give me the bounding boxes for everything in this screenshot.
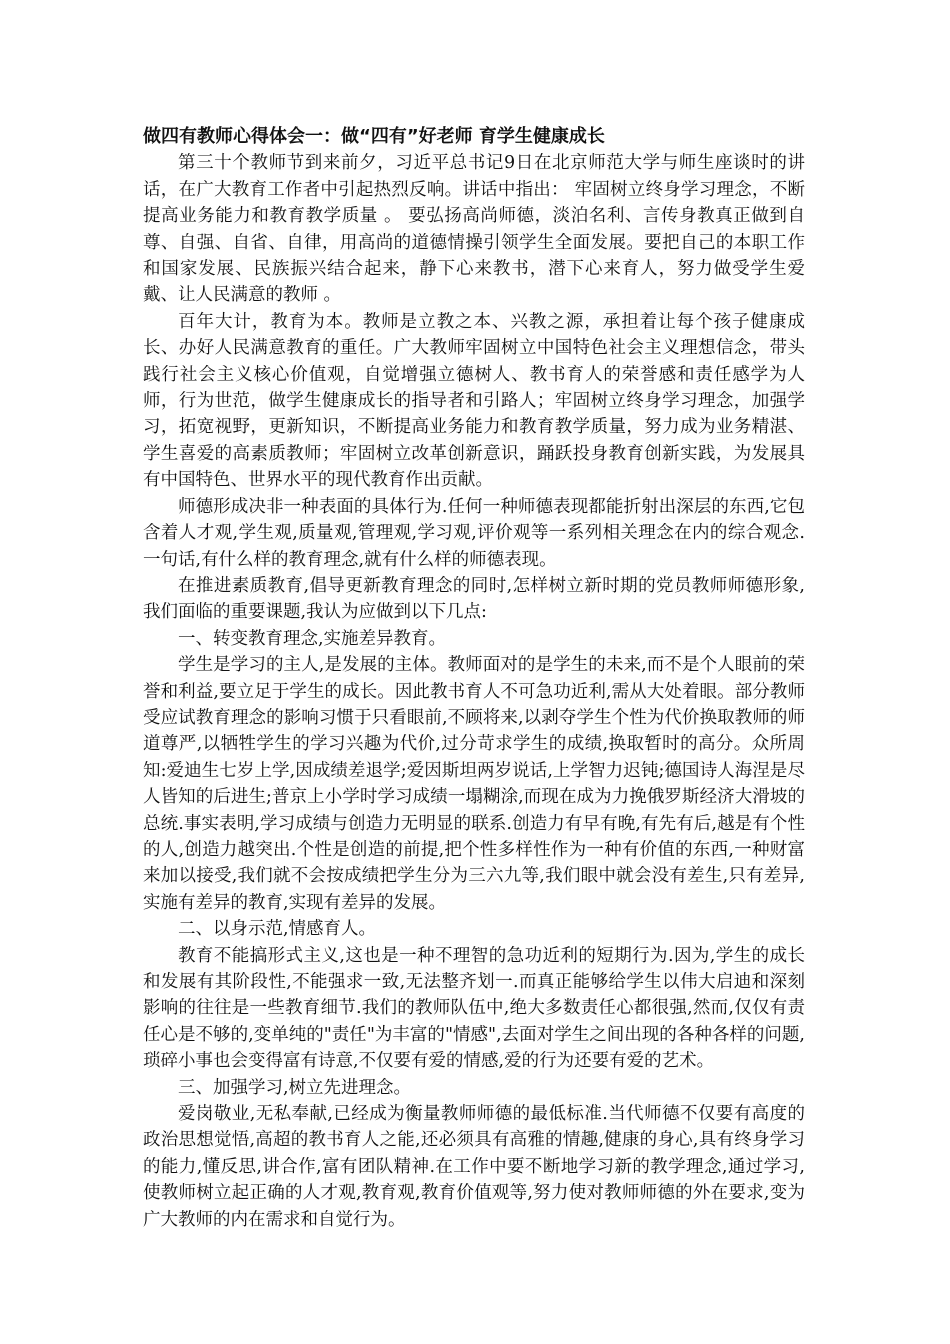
paragraph-3: 师德形成决非一种表面的具体行为.任何一种师德表现都能折射出深层的东西,它包含着人才观,学生观,质量观,管理观,学习观,评价观等一系列相关理念在内的综合观念.一句话,有什么样的教育理念,就有什么样的师德表现。	[143, 496, 805, 570]
section-heading-1: 一、转变教育理念,实施差异教育。	[178, 628, 447, 649]
paragraph-4: 在推进素质教育,倡导更新教育理念的同时,怎样树立新时期的党员教师师德形象,我们面临的重要课题,我认为应做到以下几点:	[143, 575, 805, 623]
document-title: 做四有教师心得体会一：做“四有”好老师 育学生健康成长	[143, 126, 605, 147]
paragraph-1: 第三十个教师节到来前夕，习近平总书记9日在北京师范大学与师生座谈时的讲话，在广大教育工作者中引起热烈反响。讲话中指出： 牢固树立终身学习理念，不断提高业务能力和教育教学质量 。 要弘扬高尚师德，淡泊名利、言传身教真正做到自尊、自强、自省、自律，用高尚的道德情操引领学生全面发展。要把自己的本职工作和国家发展、民族振兴结合起来，静下心来教书，潜下心来育人，努力做受学生爱戴、让人民满意的教师 。	[143, 153, 805, 306]
section-heading-2: 二、以身示范,情感育人。	[178, 919, 377, 940]
paragraph-2: 百年大计，教育为本。教师是立教之本、兴教之源，承担着让每个孩子健康成长、办好人民满意教育的重任。广大教师牢固树立中国特色社会主义理想信念，带头践行社会主义核心价值观，自觉增强立德树人、教书育人的荣誉感和责任感学为人师，行为世范，做学生健康成长的指导者和引路人；牢固树立终身学习理念，加强学习，拓宽视野，更新知识，不断提高业务能力和教育教学质量，努力成为业务精湛、学生喜爱的高素质教师；牢固树立改革创新意识，踊跃投身教育创新实践，为发展具有中国特色、世界水平的现代教育作出贡献。	[143, 311, 805, 491]
paragraph-5: 学生是学习的主人,是发展的主体。教师面对的是学生的未来,而不是个人眼前的荣誉和利益,要立足于学生的成长。因此教书育人不可急功近利,需从大处着眼。部分教师受应试教育理念的影响习惯于只看眼前,不顾将来,以剥夺学生个性为代价换取教师的师道尊严,以牺牲学生的学习兴趣为代价,过分苛求学生的成绩,换取暂时的高分。众所周知:爱迪生七岁上学,因成绩差退学;爱因斯坦两岁说话,上学智力迟钝;德国诗人海涅是尽人皆知的后进生;普京上小学时学习成绩一塌糊涂,而现在成为力挽俄罗斯经济大滑坡的总统.事实表明,学习成绩与创造力无明显的联系.创造力有早有晚,有先有后,越是有个性的人,创造力越突出.个性是创造的前提,把个性多样性作为一种有价值的东西,一种财富来加以接受,我们就不会按成绩把学生分为三六九等,我们眼中就会没有差生,只有差异,实施有差异的教育,实现有差异的发展。	[143, 655, 805, 913]
paragraph-7: 爱岗敬业,无私奉献,已经成为衡量教师师德的最低标准.当代师德不仅要有高度的政治思想觉悟,高超的教书育人之能,还必须具有高雅的情趣,健康的身心,具有终身学习的能力,懂反思,讲合作,富有团队精神.在工作中要不断地学习新的教学理念,通过学习,使教师树立起正确的人才观,教育观,教育价值观等,努力使对教师师德的外在要求,变为广大教师的内在需求和自觉行为。	[143, 1104, 805, 1230]
section-heading-3: 三、加强学习,树立先进理念。	[178, 1077, 412, 1098]
document-page	[143, 124, 805, 1233]
paragraph-6: 教育不能搞形式主义,这也是一种不理智的急功近利的短期行为.因为,学生的成长和发展有其阶段性,不能强求一致,无法整齐划一.而真正能够给学生以伟大启迪和深刻影响的往往是一些教育细节.我们的教师队伍中,绝大多数责任心都很强,然而,仅仅有责任心是不够的,变单纯的"责任"为丰富的"情感",去面对学生之间出现的各种各样的问题,琐碎小事也会变得富有诗意,不仅要有爱的情感,爱的行为还要有爱的艺术。	[143, 945, 805, 1072]
